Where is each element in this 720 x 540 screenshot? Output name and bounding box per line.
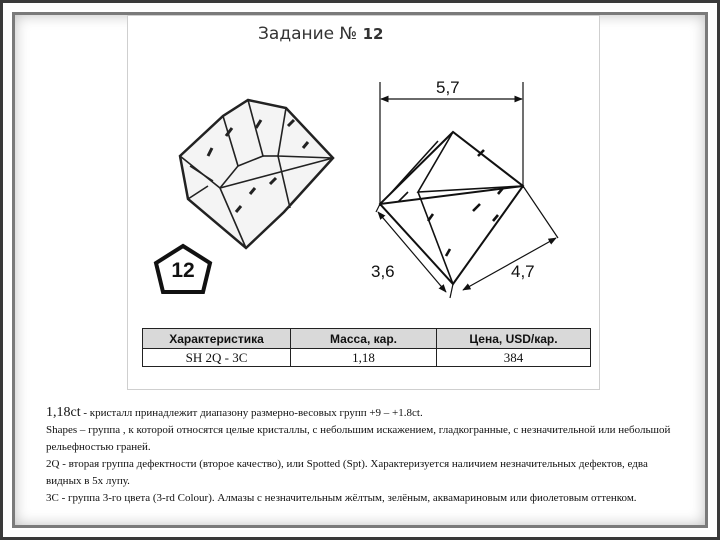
header-characteristic: Характеристика	[143, 329, 291, 349]
task-card	[128, 16, 599, 389]
title-number: 12	[362, 25, 384, 43]
badge-number: 12	[171, 259, 195, 282]
dimension-top-label: 5,7	[436, 78, 460, 97]
cell-characteristic: SH 2Q - 3C	[143, 349, 291, 367]
header-mass: Масса, кар.	[291, 329, 437, 349]
note-weight-lead: 1,18ct	[46, 405, 81, 420]
spec-header-row	[143, 329, 591, 349]
spec-table	[142, 328, 591, 367]
note-weight-text: - кристалл принадлежит диапазону размерно-весовых групп +9 – +1.8ct.	[80, 407, 423, 419]
header-price: Цена, USD/кар.	[437, 329, 591, 349]
note-weight	[46, 404, 686, 422]
cell-mass: 1,18	[291, 349, 437, 367]
note-colour: 3C - группа 3-го цвета (3-rd Colour). Алмазы с незначительным жёлтым, зелёным, аквамариновым или фиолетовым оттенком.	[46, 492, 637, 504]
spec-data-row	[143, 349, 591, 367]
cell-price: 384	[437, 349, 591, 367]
note-quality: 2Q - вторая группа дефектности (второе качество), или Spotted (Spt). Характеризуется наличием незначительных дефектов, едва видных в 5х лупу.	[46, 458, 648, 487]
octahedron-diagram	[380, 132, 523, 284]
title-prefix: Задание №	[258, 24, 358, 44]
description-text	[46, 404, 686, 507]
dimension-right-label: 4,7	[511, 262, 535, 281]
crystal-sketch	[180, 100, 333, 248]
dimension-left-label: 3,6	[371, 262, 395, 281]
note-shapes: Shapes – группа , к которой относятся целые кристаллы, с небольшим искажением, гладкогранные, с незначительной или небольшой рельефностью граней.	[46, 424, 671, 453]
